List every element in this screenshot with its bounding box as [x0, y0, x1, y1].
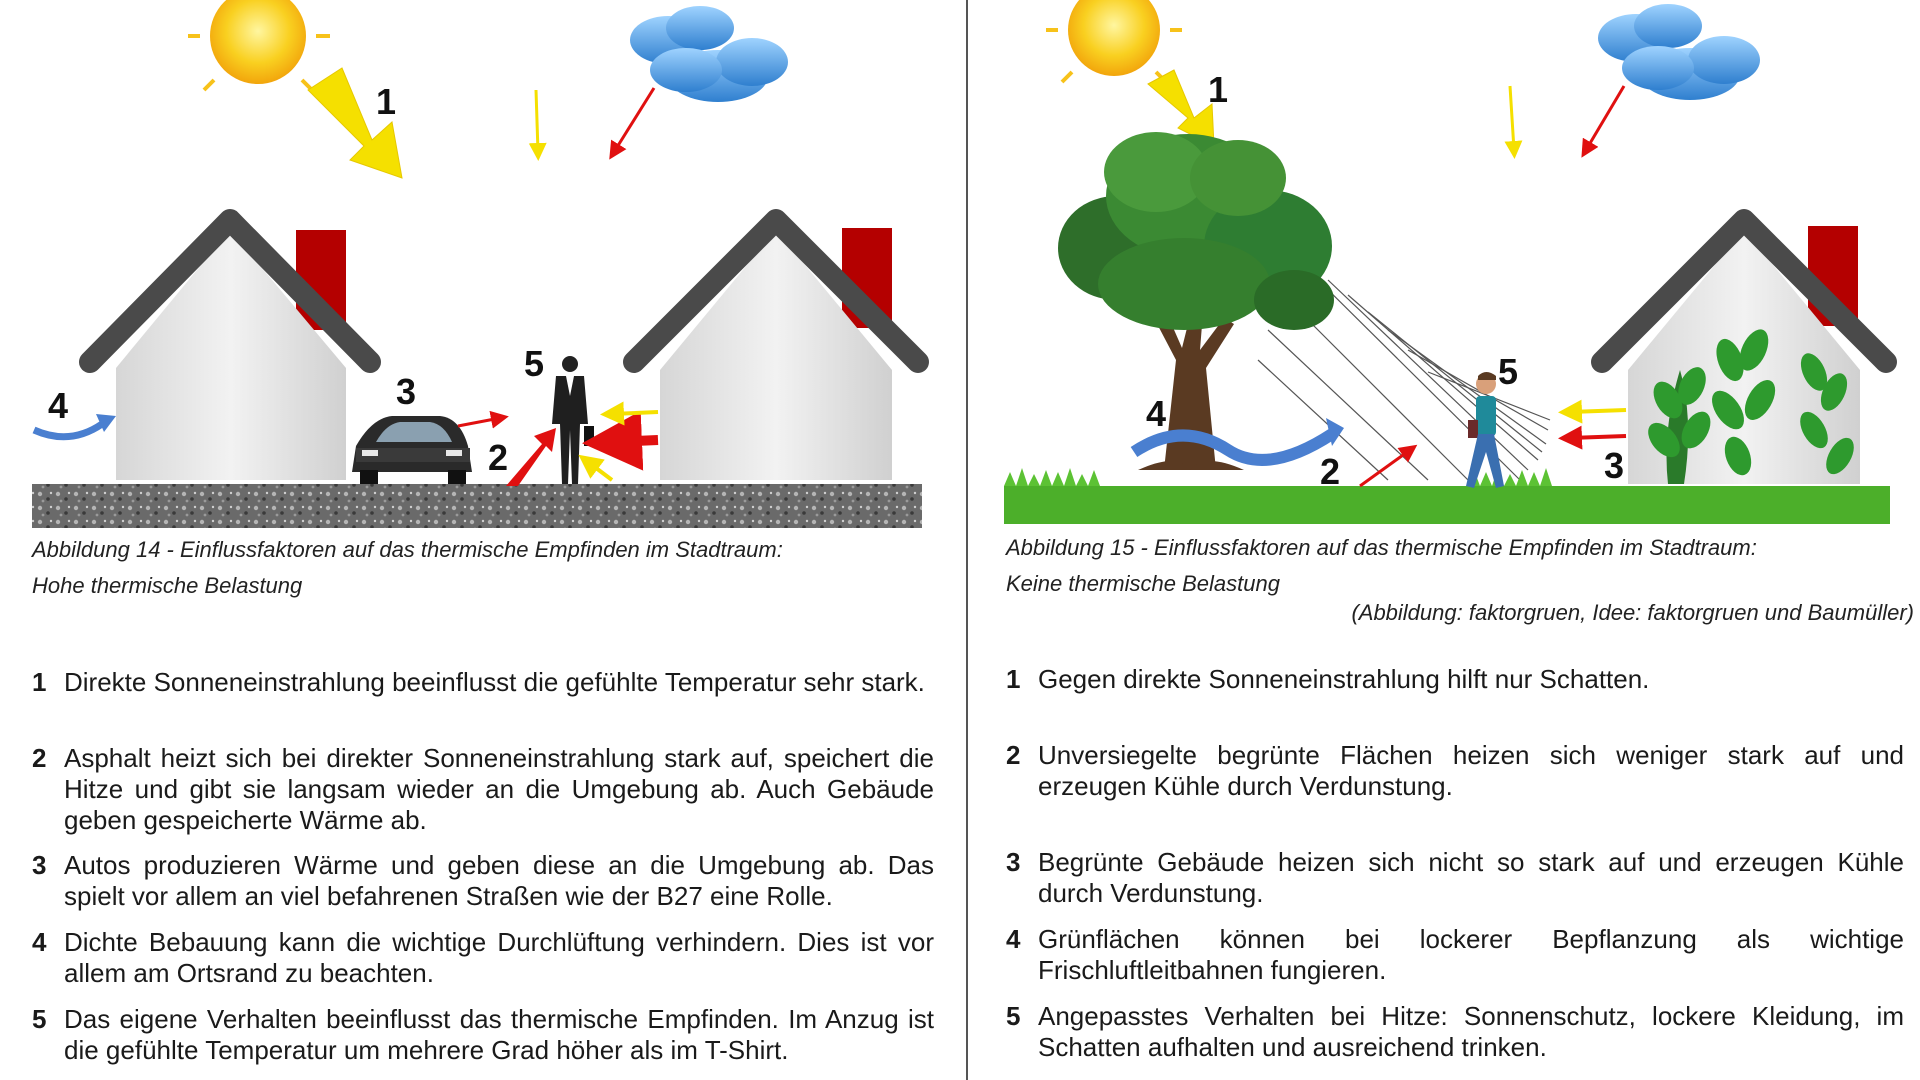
list-item	[1006, 664, 1904, 695]
figure-label-5: 5	[524, 343, 545, 384]
list-item	[32, 927, 934, 989]
figure-label-2: 2	[1320, 451, 1341, 492]
list-item	[32, 743, 934, 836]
sun-icon	[188, 0, 330, 90]
illustration-urban-heat	[0, 0, 966, 530]
figure-label-1: 1	[1208, 69, 1229, 110]
house-left	[90, 220, 370, 480]
list-item	[1006, 847, 1904, 909]
item-number: 5	[1006, 1001, 1021, 1031]
diffuse-radiation-arrow	[536, 90, 538, 152]
sun-icon	[1046, 0, 1182, 82]
car-icon	[352, 416, 472, 484]
illustration-green-space	[968, 0, 1920, 530]
figure-label-2: 2	[488, 437, 509, 478]
list-item	[32, 667, 934, 698]
diffuse-radiation-arrow	[1510, 86, 1514, 150]
ground-reflect-arrow	[588, 462, 612, 480]
green-surface-arrow	[1360, 450, 1410, 486]
item-number: 4	[32, 927, 47, 957]
facade-cool-arrow	[1570, 436, 1626, 438]
item-number: 2	[1006, 740, 1021, 770]
item-number: 3	[1006, 847, 1021, 877]
figure-caption	[32, 532, 783, 604]
caption-line-1: Abbildung 14 - Einflussfaktoren auf das thermische Empfinden im Stadtraum:	[32, 537, 783, 562]
item-number: 5	[32, 1004, 47, 1034]
item-text: Angepasstes Verhalten bei Hitze: Sonnenschutz, lockere Kleidung, im Schatten aufhalten und ausreichend trinken.	[1038, 1001, 1904, 1062]
figure-label-5: 5	[1498, 351, 1519, 392]
list-item	[1006, 924, 1904, 986]
asphalt-heat-arrow	[506, 428, 556, 486]
facade-reflect-arrow	[1570, 410, 1626, 412]
item-text: Begrünte Gebäude heizen sich nicht so stark auf und erzeugen Kühle durch Verdunstung.	[1038, 847, 1904, 908]
figure-label-4: 4	[48, 385, 69, 426]
figure-label-4: 4	[1146, 393, 1167, 434]
item-text: Dichte Bebauung kann die wichtige Durchlüftung verhindern. Dies ist vor allem am Ortsrand zu beachten.	[64, 927, 934, 988]
house-right	[634, 220, 918, 480]
businessman-icon	[552, 356, 594, 484]
wall-reflect-arrow	[612, 412, 658, 414]
list-item	[32, 850, 934, 912]
caption-line-2: Keine thermische Belastung	[1006, 571, 1280, 596]
cloud-icon	[1598, 4, 1760, 100]
item-text: Unversiegelte begrünte Flächen heizen sich weniger stark auf und erzeugen Kühle durch Verdunstung.	[1038, 740, 1904, 801]
figure-label-3: 3	[396, 371, 417, 412]
item-text: Grünflächen können bei lockerer Bepflanzung als wichtige Frischluftleitbahnen fungieren.	[1038, 924, 1904, 985]
figure-caption	[1006, 530, 1757, 602]
item-text: Autos produzieren Wärme und geben diese an die Umgebung ab. Das spielt vor allem an viel befahrenen Straßen wie der B27 eine Rolle.	[64, 850, 934, 911]
item-number: 1	[32, 667, 47, 697]
figure-credit: (Abbildung: faktorgruen, Idee: faktorgruen und Baumüller)	[1351, 600, 1914, 625]
item-text: Asphalt heizt sich bei direkter Sonneneinstrahlung stark auf, speichert die Hitze und gibt sie langsam wieder an die Umgebung ab. Auch Gebäude geben gespeicherte Wärme ab.	[64, 743, 934, 835]
caption-line-2: Hohe thermische Belastung	[32, 573, 303, 598]
item-number: 4	[1006, 924, 1021, 954]
list-item	[32, 1004, 934, 1066]
item-text: Direkte Sonneneinstrahlung beeinflusst die gefühlte Temperatur sehr stark.	[64, 667, 925, 697]
tree-icon	[1058, 132, 1334, 470]
wind-arrow	[1134, 434, 1332, 460]
item-number: 3	[32, 850, 47, 880]
list-item	[1006, 1001, 1904, 1063]
list-item	[1006, 740, 1904, 802]
item-number: 2	[32, 743, 47, 773]
figure-label-1: 1	[376, 81, 397, 122]
item-number: 1	[1006, 664, 1021, 694]
atmospheric-radiation-arrow	[614, 88, 654, 152]
item-text: Gegen direkte Sonneneinstrahlung hilft nur Schatten.	[1038, 664, 1650, 694]
atmospheric-radiation-arrow	[1586, 86, 1624, 150]
asphalt-ground	[32, 484, 922, 528]
caption-line-1: Abbildung 15 - Einflussfaktoren auf das thermische Empfinden im Stadtraum:	[1006, 535, 1757, 560]
car-heat-arrow	[458, 418, 500, 426]
wall-heat-arrow	[612, 440, 658, 442]
cloud-icon	[630, 6, 788, 102]
right-panel	[968, 0, 1920, 1080]
item-text: Das eigene Verhalten beeinflusst das thermische Empfinden. Im Anzug ist die gefühlte Temperatur um mehrere Grad höher als im T-Shirt.	[64, 1004, 934, 1065]
figure-label-3: 3	[1604, 445, 1625, 486]
